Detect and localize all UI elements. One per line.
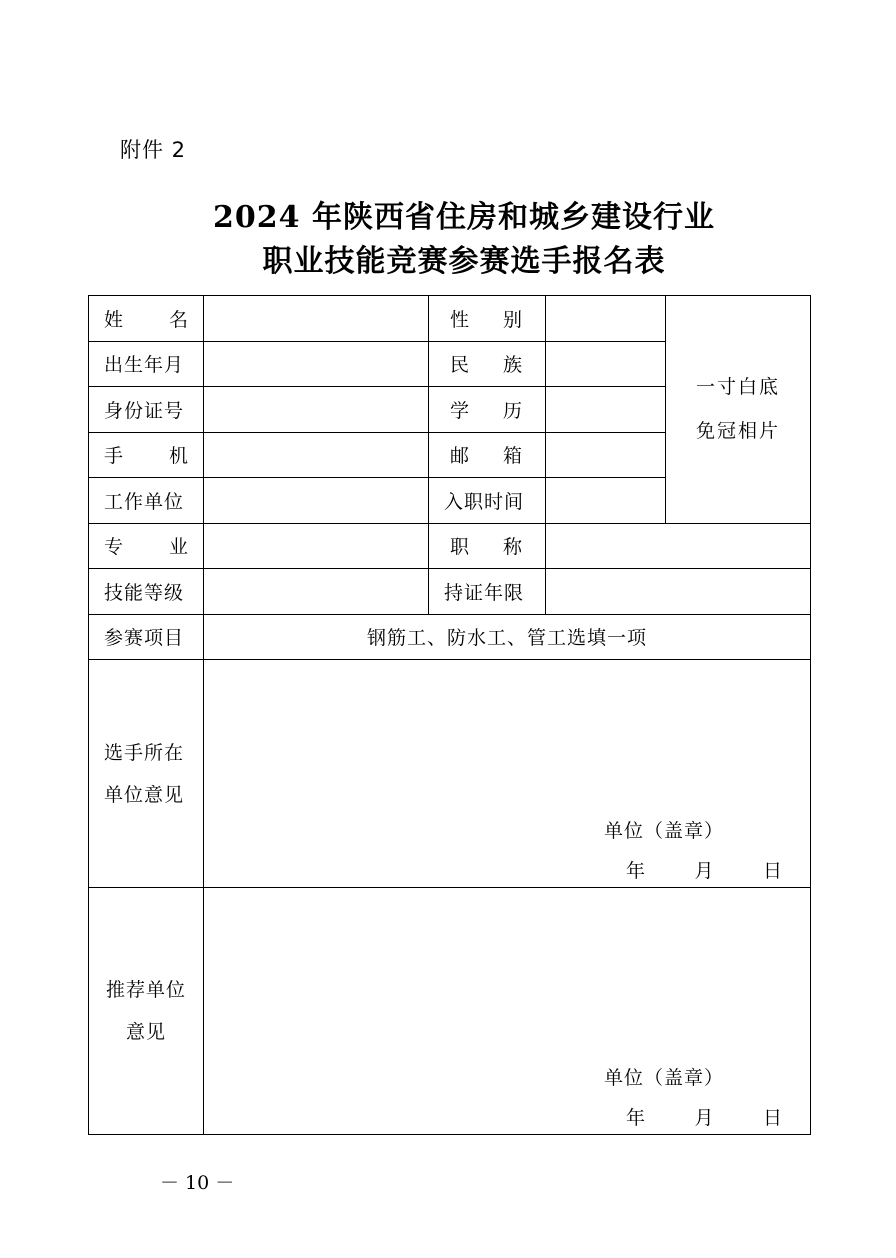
row-major [89,523,811,569]
row-recommend-opinion [89,888,811,1135]
skill-level-field[interactable] [204,569,429,615]
phone-field[interactable] [204,432,429,478]
education-field[interactable] [546,387,666,433]
unit-seal-label: 单位（盖章） [604,820,725,842]
hire-date-field[interactable] [546,478,666,524]
birth-label: 出生年月 [89,341,204,387]
professional-title-field[interactable] [546,523,811,569]
id-field[interactable] [204,387,429,433]
major-label: 专 业 [89,523,204,569]
id-label: 身份证号 [89,387,204,433]
unit-date: 年 月 日 [626,860,782,882]
hire-date-label: 入职时间 [429,478,546,524]
skill-level-label: 技能等级 [89,569,204,615]
form-title-line-1: 2024 年陕西省住房和城乡建设行业 [213,200,715,235]
employer-field[interactable] [204,478,429,524]
row-name [89,296,811,342]
gender-label: 性 别 [429,296,546,342]
recommend-opinion-field[interactable] [204,888,811,1135]
major-field[interactable] [204,523,429,569]
employer-label: 工作单位 [89,478,204,524]
row-skill [89,569,811,615]
row-event [89,614,811,660]
name-label: 姓 名 [89,296,204,342]
birth-field[interactable] [204,341,429,387]
education-label: 学 历 [429,387,546,433]
page-number: － 10 － [160,1172,235,1194]
email-field[interactable] [546,432,666,478]
photo-hint-line-2: 免冠相片 [695,420,780,443]
cert-years-field[interactable] [546,569,811,615]
unit-opinion-label: 选手所在 单位意见 [89,660,204,888]
photo-box[interactable] [666,296,811,524]
name-field[interactable] [204,296,429,342]
ethnicity-field[interactable] [546,341,666,387]
ethnicity-label: 民 族 [429,341,546,387]
cert-years-label: 持证年限 [429,569,546,615]
phone-label: 手 机 [89,432,204,478]
gender-field[interactable] [546,296,666,342]
photo-hint-line-1: 一寸白底 [695,376,780,399]
recommend-date: 年 月 日 [626,1107,782,1129]
recommend-seal-label: 单位（盖章） [604,1067,725,1089]
event-label: 参赛项目 [89,614,204,660]
unit-opinion-field[interactable] [204,660,811,888]
row-unit-opinion [89,660,811,888]
professional-title-label: 职 称 [429,523,546,569]
email-label: 邮 箱 [429,432,546,478]
recommend-opinion-label: 推荐单位 意见 [89,888,204,1135]
event-field[interactable]: 钢筋工、防水工、管工选填一项 [204,614,811,660]
form-title-line-2: 职业技能竞赛参赛选手报名表 [262,244,666,279]
attachment-label: 附件 2 [120,138,187,162]
registration-form-table [88,295,811,1135]
